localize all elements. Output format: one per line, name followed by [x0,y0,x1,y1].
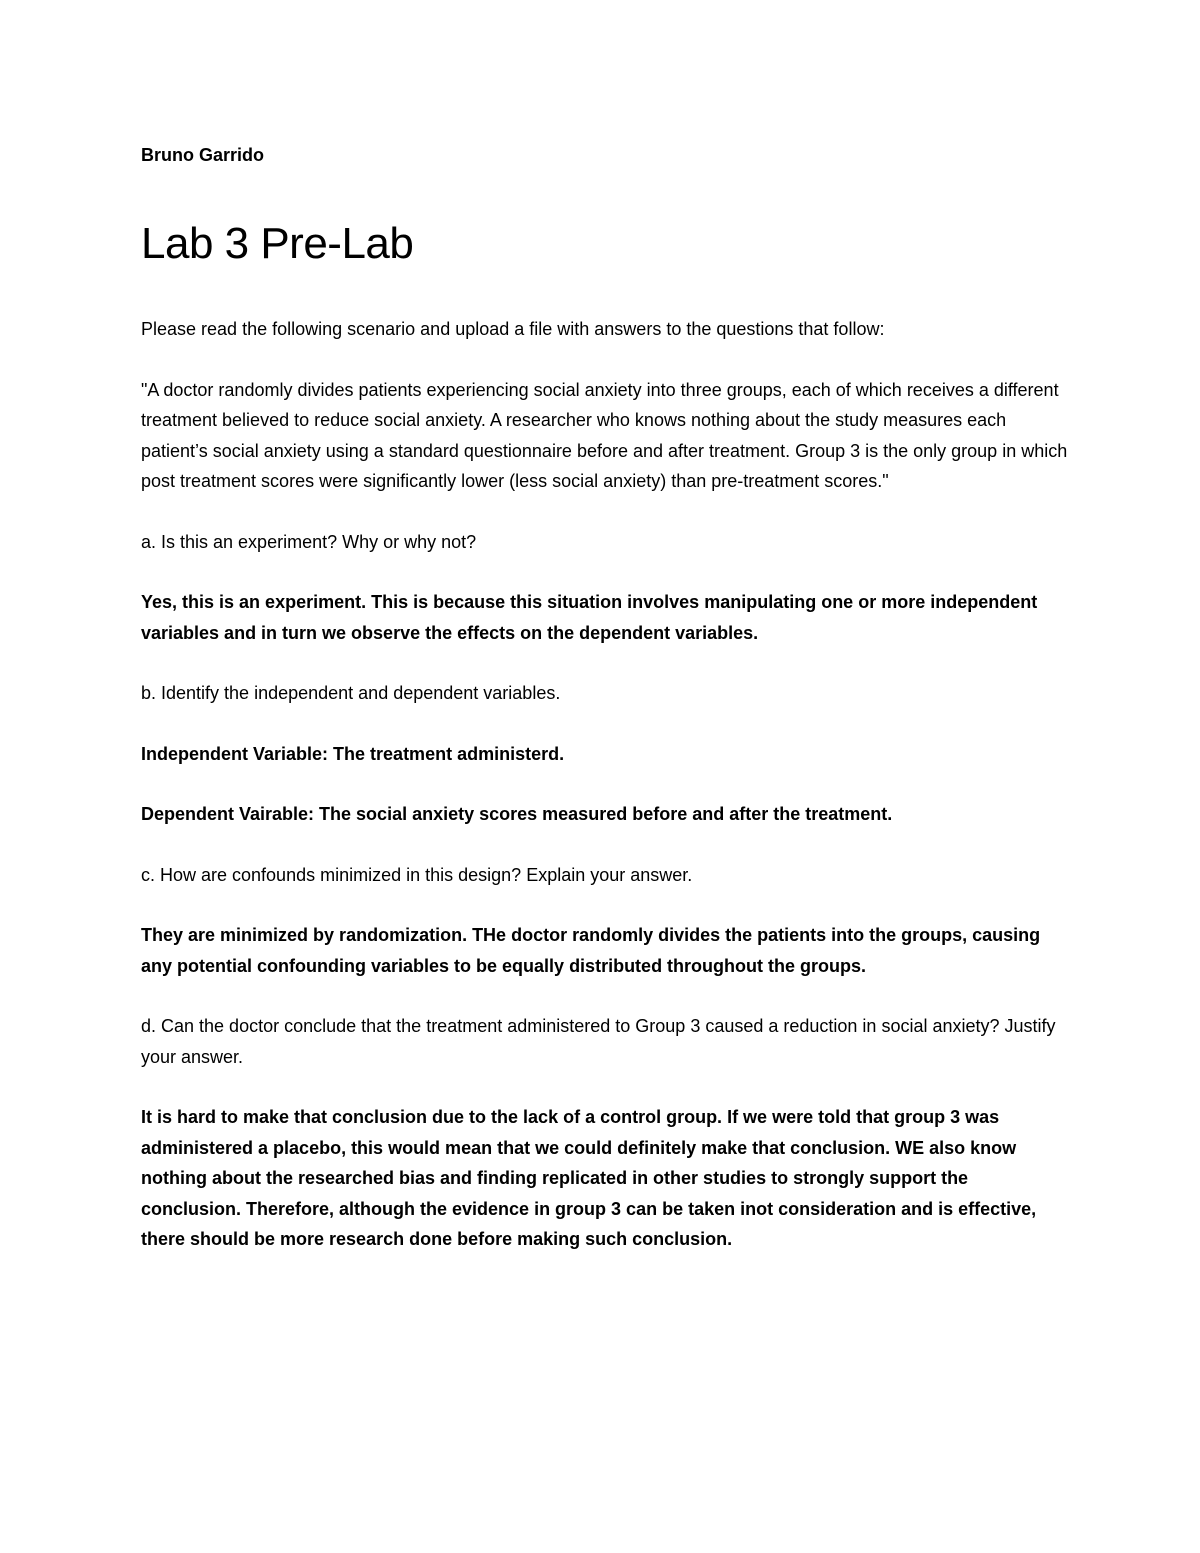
answer-b-independent: Independent Variable: The treatment administerd. [141,743,565,764]
answer-a: Yes, this is an experiment. This is because this situation involves manipulating one or more independent variables and in turn we observe the effects on the dependent variables. [141,592,1038,643]
author-name: Bruno Garrido [141,145,265,165]
document-body [141,140,1071,1255]
instructions-text: Please read the following scenario and upload a file with answers to the questions that follow: [141,319,885,339]
answer-d: It is hard to make that conclusion due to the lack of a control group. If we were told that group 3 was administered a placebo, this would mean that we could definitely make that conclusion. WE also know nothing about the researched bias and finding replicated in other studies to strongly support the conclusion. Therefore, although the evidence in group 3 can be taken inot consideration and is effective, there should be more research done before making such conclusion. [141,1107,1037,1249]
question-c: c. How are confounds minimized in this design? Explain your answer. [141,864,693,885]
answer-b-dependent: Dependent Vairable: The social anxiety scores measured before and after the treatment. [141,804,893,824]
answer-c: They are minimized by randomization. THe doctor randomly divides the patients into the groups, causing any potential confounding variables to be equally distributed throughout the groups. [141,925,1041,976]
question-d: d. Can the doctor conclude that the treatment administered to Group 3 caused a reduction in social anxiety? Justify your answer. [141,1016,1056,1067]
page-title: Lab 3 Pre-Lab [141,219,414,268]
question-a: a. Is this an experiment? Why or why not? [141,531,477,552]
question-b: b. Identify the independent and dependent variables. [141,683,561,703]
scenario-text: "A doctor randomly divides patients experiencing social anxiety into three groups, each of which receives a different treatment believed to reduce social anxiety. A researcher who knows nothing about the study measures each patient’s social anxiety using a standard questionnaire before and after treatment. Group 3 is the only group in which post treatment scores were significantly lower (less social anxiety) than pre-treatment scores." [141,379,1068,491]
